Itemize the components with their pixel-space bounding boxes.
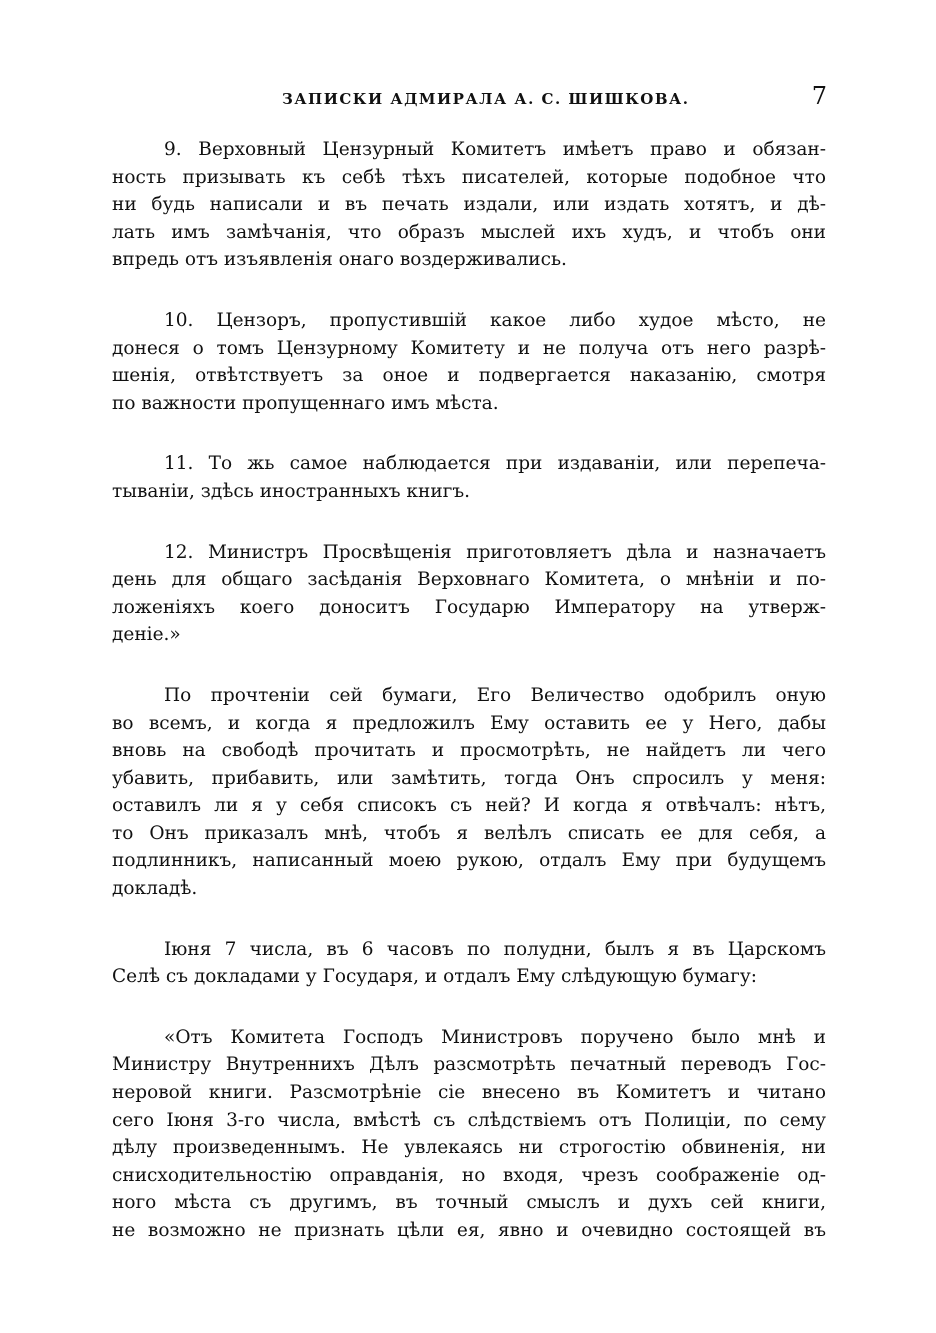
text-line: тываніи, здѣсь иностранныхъ книгъ. <box>112 480 470 502</box>
text-line: неровой книги. Разсмотрѣніе сіе внесено въ Комитетъ и читано <box>112 1082 826 1104</box>
text-line: ложеніяхъ коего доноситъ Государю Императору на утверж- <box>112 596 826 618</box>
text-line: Селѣ съ докладами у Государя, и отдалъ Ему слѣдующую бумагу: <box>112 966 757 988</box>
text-line: то Онъ приказалъ мнѣ, чтобъ я велѣлъ списать ее для себя, а <box>112 822 826 844</box>
text-line: ни будь написали и въ печать издали, или издать хотятъ, и дѣ- <box>112 194 826 216</box>
text-line: убавить, прибавить, или замѣтить, тогда Онъ спросилъ у меня: <box>112 767 826 789</box>
text-line: Министру Внутреннихъ Дѣлъ разсмотрѣть печатный переводъ Гос- <box>112 1054 826 1076</box>
text-line: вновь на свободѣ прочитать и просмотрѣть, не найдетъ ли чего <box>112 740 826 762</box>
text-line: оставилъ ли я у себя списокъ съ ней? И когда я отвѣчалъ: нѣтъ, <box>112 795 826 817</box>
text-line: сего Іюня 3-го числа, вмѣстѣ съ слѣдствіемъ отъ Полиціи, по сему <box>112 1109 826 1131</box>
text-line: 12. Министръ Просвѣщенія приготовляетъ дѣла и назначаетъ <box>164 541 826 563</box>
text-line: Іюня 7 числа, въ 6 часовъ по полудни, былъ я въ Царскомъ <box>164 938 826 960</box>
text-line: 10. Цензоръ, пропустившій какое либо худое мѣсто, не <box>164 309 826 331</box>
text-line: «Отъ Комитета Господъ Министровъ поручено было мнѣ и <box>164 1026 826 1048</box>
text-line: докладѣ. <box>112 878 198 900</box>
text-line: По прочтеніи сей бумаги, Его Величество одобрилъ оную <box>164 684 826 706</box>
text-line: снисходительностію оправданія, но входя, чрезъ соображеніе од- <box>112 1164 826 1186</box>
text-line: шенія, отвѣтствуетъ за оное и подвергается наказанію, смотря <box>112 365 826 387</box>
text-line: ность призывать къ себѣ тѣхъ писателей, которые подобное что <box>112 166 826 188</box>
page-number: 7 <box>811 82 827 110</box>
text-line: впредь отъ изъявленія онаго воздерживались. <box>112 249 567 271</box>
page-header <box>112 82 827 116</box>
text-line: 9. Верховный Цензурный Комитетъ имѣетъ право и обязан- <box>164 139 826 160</box>
running-head: ЗАПИСКИ АДМИРАЛА А. С. ШИШКОВА. <box>282 90 690 108</box>
text-line: дѣлу произведеннымъ. Не увлекаясь ни строгостію обвиненія, ни <box>112 1137 826 1159</box>
paragraph-12 <box>112 539 826 649</box>
text-line: 11. То жь самое наблюдается при издаваніи, или перепеча- <box>164 453 826 475</box>
text-line: по важности пропущеннаго имъ мѣста. <box>112 392 499 414</box>
text-line: ного мѣста съ другимъ, въ точный смыслъ и духъ сей книги, <box>112 1192 826 1214</box>
text-line: деніе.» <box>112 624 181 646</box>
text-line: подлинникъ, написанный моею рукою, отдалъ Ему при будущемъ <box>112 850 826 872</box>
body-text <box>112 136 826 1278</box>
paragraph-10 <box>112 307 826 417</box>
paragraph-11 <box>112 450 826 505</box>
text-line: во всемъ, и когда я предложилъ Ему оставить ее у Него, дабы <box>112 712 826 734</box>
paragraph-june-7 <box>112 936 826 991</box>
text-line: не возможно не признать цѣли ея, явно и очевидно состоящей въ <box>112 1220 826 1241</box>
text-line: лать имъ замѣчанія, что образъ мыслей ихъ худъ, и чтобъ они <box>112 221 826 243</box>
text-line: день для общаго засѣданія Верховнаго Комитета, о мнѣніи и по- <box>112 569 826 591</box>
paragraph-reading <box>112 682 826 903</box>
paragraph-9 <box>112 136 826 274</box>
text-line: донеся о томъ Цензурному Комитету и не получа отъ него разрѣ- <box>112 337 826 359</box>
paragraph-committee <box>112 1024 826 1245</box>
